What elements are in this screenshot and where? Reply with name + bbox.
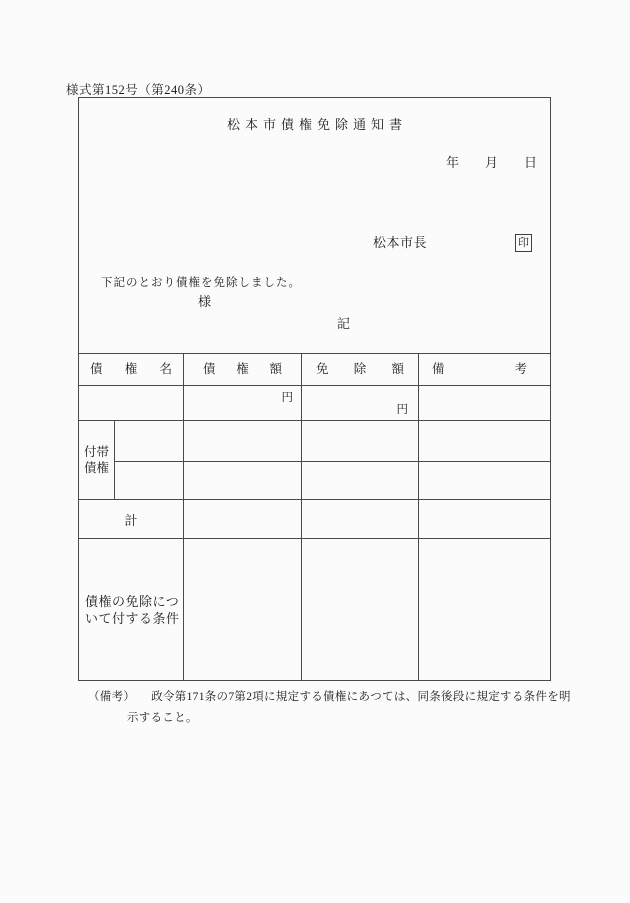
- condition-label: [79, 539, 184, 680]
- header-cell-debt-name: 債権名: [79, 354, 184, 386]
- notice-text: 下記のとおり債権を免除しました。: [101, 277, 301, 289]
- debt-table: [79, 353, 550, 680]
- day-label: 日: [523, 155, 537, 170]
- addressee-suffix: 様: [198, 294, 212, 309]
- condition-label-line2: いて付する条件: [85, 610, 180, 626]
- cell-total-exemption: [302, 500, 419, 539]
- footnote-text-line2: 示すること。: [127, 712, 198, 724]
- cell-incidental-remarks-2: [419, 462, 550, 500]
- cell-incidental-debt-amount-2: [184, 462, 302, 500]
- header-cell-exemption-amount: 免除額: [302, 354, 419, 386]
- cell-incidental-name-1: [115, 421, 184, 462]
- cell-debt-name-blank: [79, 386, 184, 421]
- document-box: [78, 97, 551, 681]
- yen-unit-debt-amount: 円: [184, 386, 302, 421]
- condition-label-line1: 債権の免除につ: [85, 593, 180, 609]
- seal-stamp-icon: 印: [515, 234, 532, 252]
- cell-condition-debt-amount: [184, 539, 302, 680]
- sender-name: 松本市長: [373, 235, 428, 250]
- cell-total-remarks: [419, 500, 550, 539]
- record-mark: 記: [337, 316, 351, 331]
- yen-unit-exemption-amount: 円: [302, 386, 419, 421]
- footnote-text-line1: 政令第171条の7第2項に規定する債権にあつては、同条後段に規定する条件を明: [151, 691, 571, 703]
- document-title: 松本市債権免除通知書: [226, 117, 407, 132]
- cell-incidental-name-2: [115, 462, 184, 500]
- footnote: [88, 687, 571, 729]
- total-label: 計: [79, 500, 184, 539]
- month-label: 月: [484, 155, 498, 170]
- form-number: 様式第152号（第240条）: [66, 83, 211, 97]
- footnote-label: （備考）: [88, 691, 136, 703]
- cell-condition-remarks: [419, 539, 550, 680]
- incidental-debt-label: [79, 421, 115, 500]
- header-cell-remarks: 備考: [419, 354, 550, 386]
- incidental-debt-label-line1: 付帯: [83, 445, 109, 459]
- cell-incidental-debt-amount-1: [184, 421, 302, 462]
- cell-total-debt-amount: [184, 500, 302, 539]
- cell-incidental-remarks-1: [419, 421, 550, 462]
- incidental-debt-label-line2: 債権: [83, 461, 109, 475]
- year-label: 年: [445, 155, 459, 170]
- date-line: [446, 155, 537, 170]
- cell-remarks-blank: [419, 386, 550, 421]
- cell-incidental-exemption-2: [302, 462, 419, 500]
- cell-incidental-exemption-1: [302, 421, 419, 462]
- cell-condition-exemption: [302, 539, 419, 680]
- header-cell-debt-amount: 債権額: [184, 354, 302, 386]
